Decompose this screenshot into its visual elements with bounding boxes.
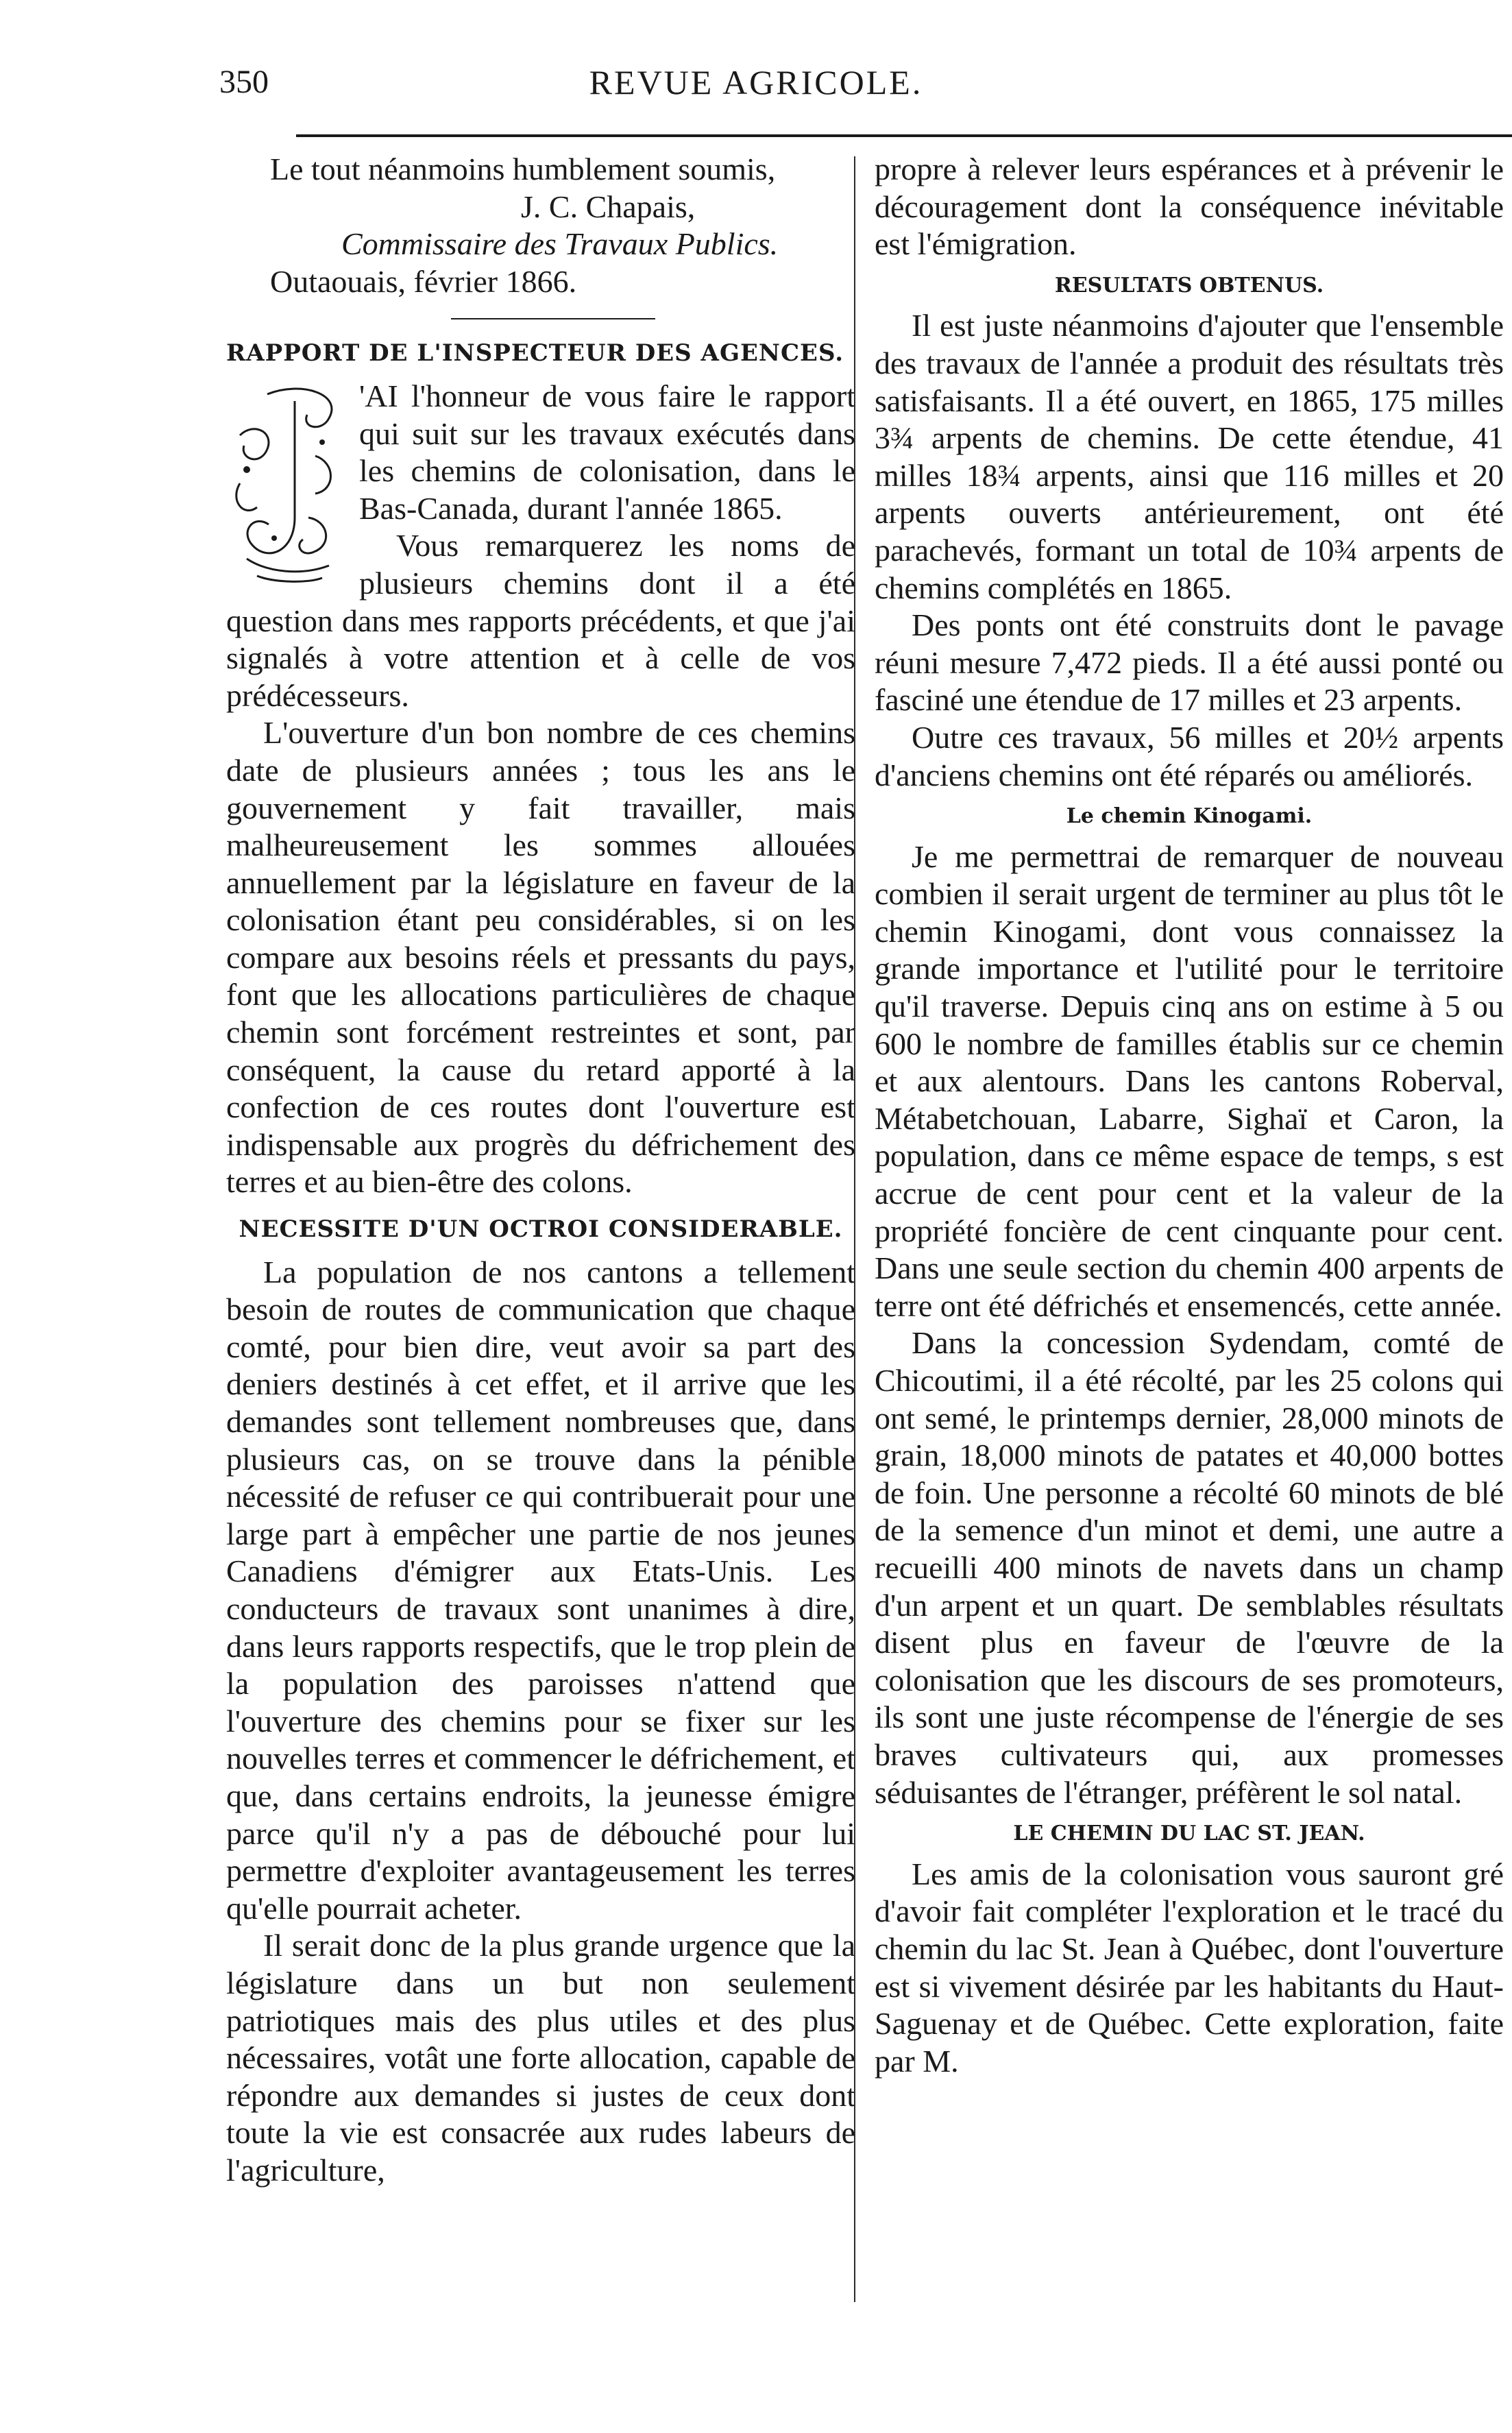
section-separator [451, 318, 655, 319]
paragraph: Je me permettrai de remarquer de nouveau combien il serait urgent de terminer au plus tôt le chemin Kinogami, dont vous connaissez la grande importance et l'utilité pour le territoire qu'il traverse. Depuis cinq ans on estime à 5 ou 600 le nombre de familles établis sur ce chemin et aux alentours. Dans les cantons Roberval, Métabetchouan, Labarre, Sighaï et Caron, la population, dans ce même espace de temps, s est accrue de cent pour cent et la valeur de la propriété foncière de cent cinquante pour cent. Dans une seule section du chemin 400 arpents de terre ont été défrichés et ensemencés, cette année. [875, 838, 1504, 1323]
report-heading: RAPPORT DE L'INSPECTEUR DES AGENCES. [226, 339, 844, 367]
column-divider [854, 156, 855, 2302]
paragraph: Il serait donc de la plus grande urgence que la législature dans un but non seulement patriotiques mais des plus utiles et des plus nécessaires, votât une forte allocation, capable de répondre aux demandes si justes de ceux dont toute la vie est consacrée aux rudes labeurs de l'agriculture, [226, 1928, 855, 2188]
signature-closing: Le tout néanmoins humblement soumis, [270, 152, 776, 186]
page-number: 350 [219, 64, 269, 100]
paragraph: L'ouverture d'un bon nombre de ces chemins date de plusieurs années ; tous les ans le gouvernement y fait travailler, mais malheureusement les sommes allouées annuellement par la législature en faveur de la colonisation étant peu considérables, si on les compare aux besoins réels et pressants du pays, font que les allocations particulières de chaque chemin sont forcément restreintes et sont, par conséquent, la cause du retard apporté à la confection de ces routes dont l'ouverture est indispensable aux progrès du défrichement des terres et au bien-être des colons. [226, 715, 855, 1200]
paragraph: Les amis de la colonisation vous sauront gré d'avoir fait compléter l'exploration et le tracé du chemin du lac St. Jean à Québec, dont l'ouverture est si vivement désirée par les habitants du Haut-Saguenay et de Québec. Cette exploration, faite par M. [875, 1856, 1504, 2079]
signature-place-date: Outaouais, février 1866. [270, 263, 577, 299]
intro-paragraph: 'AI l'honneur de vous faire le rapport qui suit sur les travaux exécutés dans les chemins de colonisation, dans le Bas-Canada, durant l'année 1865. [359, 378, 855, 526]
left-column [226, 151, 855, 2189]
section-heading: LE CHEMIN DU LAC ST. JEAN. [1013, 1821, 1365, 1846]
paragraph: propre à relever leurs espérances et à prévenir le découragement dont la conséquence inévitable est l'émigration. [875, 152, 1504, 262]
paragraph: Dans la concession Sydendam, comté de Chicoutimi, il a été récolté, par les 25 colons qui ont semé, le printemps dernier, 28,000 minots de grain, 18,000 minots de patates et 40,000 bottes de foin. Une personne a récolté 60 minots de blé de la semence d'un minot et demi, une autre a recueilli 400 minots de navets dans un champ d'un arpent et un quart. De semblables résultats disent plus en faveur de l'œuvre de la colonisation que les discours de ses promoteurs, ils sont une juste récompense de l'énergie de ses braves cultivateurs qui, aux promesses séduisantes de l'étranger, préfèrent le sol natal. [875, 1325, 1504, 1810]
section-heading: RESULTATS OBTENUS. [1054, 273, 1324, 298]
right-column [875, 151, 1504, 2080]
signature-title: Commissaire des Travaux Publics. [341, 226, 779, 262]
paragraph: Outre ces travaux, 56 milles et 20½ arpents d'anciens chemins ont été réparés ou améliorés. [875, 719, 1504, 792]
ornamental-dropcap-icon [226, 380, 347, 586]
signature-name: J. C. Chapais, [521, 189, 696, 224]
signature-block [226, 151, 855, 300]
dropcap-paragraph [226, 378, 855, 714]
paragraph: La population de nos cantons a tellement besoin de routes de communication que chaque comté, pour bien dire, veut avoir sa part des deniers destinés à cet effet, et il arrive que les demandes sont tellement nombreuses que, dans plusieurs cas, on se trouve dans la pénible nécessité de refuser ce qui contribuerait pour une large part à empêcher une partie de nos jeunes Canadiens d'émigrer aux Etats-Unis. Les conducteurs de travaux sont unanimes à dire, dans leurs rapports respectifs, que le trop plein de la population des paroisses n'attend que l'ouverture des chemins pour se fixer sur les nouvelles terres et commencer le défrichement, et que, dans certains endroits, la jeunesse émigre parce qu'il n'y a pas de débouché pour lui permettre d'exploiter avantageusement les terres qu'elle pourrait acheter. [226, 1254, 855, 1926]
paragraph: Il est juste néanmoins d'ajouter que l'ensemble des travaux de l'année a produit des résultats très satisfaisants. Il a été ouvert, en 1865, 175 milles 3¾ arpents de chemins. De cette étendue, 41 milles 18¾ arpents, ainsi que 116 milles et 20 arpents ouverts antérieurement, ont été parachevés, formant un total de 10¾ arpents de chemins complétés en 1865. [875, 308, 1504, 605]
section-heading: Le chemin Kinogami. [1066, 804, 1313, 829]
header-rule [296, 134, 1512, 137]
paragraph: Vous remarquerez les noms de plusieurs chemins dont il a été question dans mes rapports précédents, et que j'ai signalés à votre attention et à celle de vos prédécesseurs. [226, 528, 855, 713]
running-head: REVUE AGRICOLE. [589, 63, 923, 101]
section-heading: NECESSITE D'UN OCTROI CONSIDERABLE. [239, 1215, 843, 1244]
paragraph: Des ponts ont été construits dont le pavage réuni mesure 7,472 pieds. Il a été aussi ponté ou fasciné une étendue de 17 milles et 23 arpents. [875, 607, 1504, 718]
